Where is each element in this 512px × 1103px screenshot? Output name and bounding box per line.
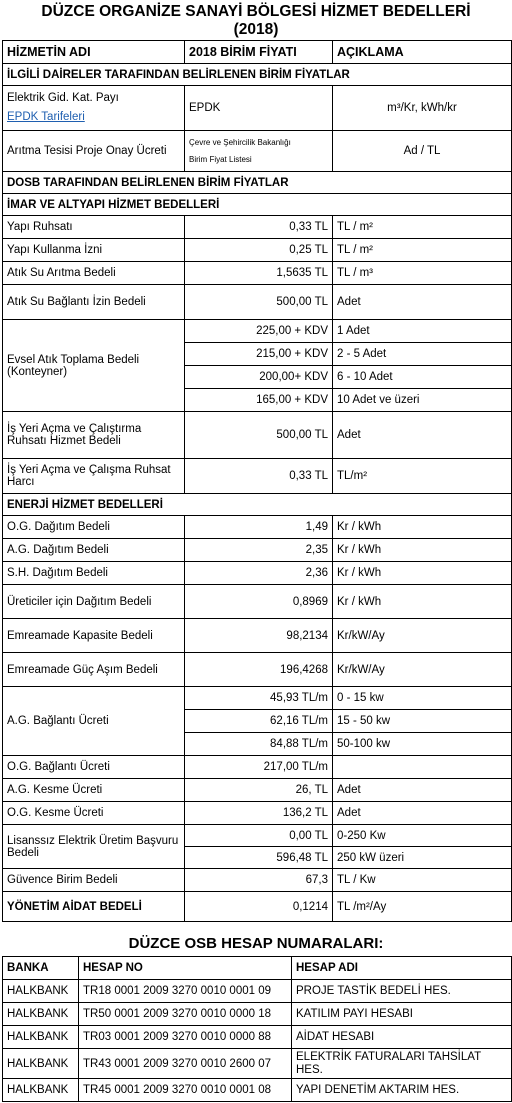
- section-imar: İMAR VE ALTYAPI HİZMET BEDELLERİ: [3, 194, 512, 216]
- row-name: O.G. Bağlantı Ücreti: [3, 756, 185, 779]
- row-desc: 250 kW üzeri: [333, 847, 512, 869]
- table-row: [3, 412, 512, 459]
- section-row: [3, 64, 512, 86]
- row-desc: Kr / kWh: [333, 539, 512, 562]
- row-bank: HALKBANK: [3, 1049, 79, 1079]
- row-price: 0,25 TL: [185, 239, 333, 262]
- header-name: HİZMETİN ADI: [3, 41, 185, 64]
- row-price: 1,5635 TL: [185, 262, 333, 285]
- row-name: İş Yeri Açma ve Çalışma Ruhsat Harcı: [3, 459, 185, 494]
- header-account-no: HESAP NO: [79, 957, 292, 980]
- row-price: 1,49: [185, 516, 333, 539]
- section-row: [3, 172, 512, 194]
- table-row: [3, 653, 512, 687]
- row-name: Elektrik Gid. Kat. Payı: [7, 92, 119, 104]
- section-dosb: DOSB TARAFINDAN BELİRLENEN BİRİM FİYATLAR: [3, 172, 512, 194]
- row-account-no: TR18 0001 2009 3270 0010 0001 09: [79, 980, 292, 1003]
- table-row: [3, 459, 512, 494]
- title-line-1: DÜZCE ORGANİZE SANAYİ BÖLGESİ HİZMET BEDELLERİ: [41, 3, 471, 20]
- row-desc: 1 Adet: [333, 320, 512, 343]
- row-desc: 50-100 kw: [333, 733, 512, 756]
- row-name: Lisanssız Elektrik Üretim Başvuru Bedeli: [3, 825, 185, 869]
- row-desc: TL / m²: [333, 239, 512, 262]
- title-line-2: (2018): [233, 21, 279, 38]
- row-price: 215,00 + KDV: [185, 343, 333, 366]
- row-price: 200,00+ KDV: [185, 366, 333, 389]
- row-price: 0,00 TL: [185, 825, 333, 847]
- table-row: [3, 320, 512, 343]
- header-bank: BANKA: [3, 957, 79, 980]
- table-row: [3, 539, 512, 562]
- row-name: Emreamade Güç Aşım Bedeli: [3, 653, 185, 687]
- row-price: 26, TL: [185, 779, 333, 802]
- row-account-name: KATILIM PAYI HESABI: [292, 1003, 512, 1026]
- accounts-header: [3, 957, 512, 980]
- row-price: 196,4268: [185, 653, 333, 687]
- table-row: [3, 1003, 512, 1026]
- row-price: 2,35: [185, 539, 333, 562]
- row-name: İş Yeri Açma ve Çalıştırma Ruhsatı Hizmet Bedeli: [3, 412, 185, 459]
- row-price: 165,00 + KDV: [185, 389, 333, 412]
- row-desc: 2 - 5 Adet: [333, 343, 512, 366]
- row-desc: Adet: [333, 412, 512, 459]
- page-title: [0, 0, 512, 40]
- table-row: [3, 825, 512, 847]
- row-name: S.H. Dağıtım Bedeli: [3, 562, 185, 585]
- row-desc: TL /m²/Ay: [333, 892, 512, 922]
- row-desc: 0-250 Kw: [333, 825, 512, 847]
- row-desc: Adet: [333, 802, 512, 825]
- row-price: 217,00 TL/m: [185, 756, 333, 779]
- fee-table-header: [3, 41, 512, 64]
- row-price: 225,00 + KDV: [185, 320, 333, 343]
- row-desc: TL/m²: [333, 459, 512, 494]
- row-desc: Kr/kW/Ay: [333, 619, 512, 653]
- table-row: [3, 802, 512, 825]
- row-bank: HALKBANK: [3, 1079, 79, 1102]
- table-row: [3, 239, 512, 262]
- row-desc: Adet: [333, 779, 512, 802]
- row-name: A.G. Kesme Ücreti: [3, 779, 185, 802]
- row-account-name: ELEKTRİK FATURALARI TAHSİLAT HES.: [292, 1049, 512, 1079]
- row-name: Üreticiler için Dağıtım Bedeli: [3, 585, 185, 619]
- row-name: Yapı Kullanma İzni: [3, 239, 185, 262]
- header-price: 2018 BİRİM FİYATI: [185, 41, 333, 64]
- row-name: Atık Su Bağlantı İzin Bedeli: [3, 285, 185, 320]
- row-name: Atık Su Arıtma Bedeli: [3, 262, 185, 285]
- row-account-no: TR50 0001 2009 3270 0010 0000 18: [79, 1003, 292, 1026]
- row-name: A.G. Dağıtım Bedeli: [3, 539, 185, 562]
- row-account-no: TR43 0001 2009 3270 0010 2600 07: [79, 1049, 292, 1079]
- table-row: [3, 516, 512, 539]
- row-name: A.G. Bağlantı Ücreti: [3, 687, 185, 756]
- row-bank: HALKBANK: [3, 980, 79, 1003]
- table-row: [3, 562, 512, 585]
- row-price: 596,48 TL: [185, 847, 333, 869]
- row-price-line-2: Birim Fiyat Listesi: [189, 155, 252, 164]
- table-row: [3, 779, 512, 802]
- header-desc: AÇIKLAMA: [333, 41, 512, 64]
- table-row: [3, 285, 512, 320]
- row-desc: 6 - 10 Adet: [333, 366, 512, 389]
- row-price: 500,00 TL: [185, 285, 333, 320]
- row-desc: 0 - 15 kw: [333, 687, 512, 710]
- row-name: Yapı Ruhsatı: [3, 216, 185, 239]
- table-row: [3, 585, 512, 619]
- row-name: YÖNETİM AİDAT BEDELİ: [3, 892, 185, 922]
- header-account-name: HESAP ADI: [292, 957, 512, 980]
- row-name: Evsel Atık Toplama Bedeli (Konteyner): [3, 320, 185, 412]
- section-enerji: ENERJİ HİZMET BEDELLERİ: [3, 494, 512, 516]
- row-price: 0,33 TL: [185, 216, 333, 239]
- accounts-table: [2, 956, 512, 1102]
- accounts-title: DÜZCE OSB HESAP NUMARALARI:: [128, 935, 384, 952]
- epdk-tariff-link[interactable]: EPDK Tarifeleri: [7, 111, 85, 123]
- row-name: Güvence Birim Bedeli: [3, 869, 185, 892]
- row-desc: TL / m²: [333, 216, 512, 239]
- row-name: Arıtma Tesisi Proje Onay Ücreti: [3, 131, 185, 172]
- row-price: 67,3: [185, 869, 333, 892]
- row-desc: Adet: [333, 285, 512, 320]
- table-row: [3, 619, 512, 653]
- row-price: 84,88 TL/m: [185, 733, 333, 756]
- row-desc: TL / Kw: [333, 869, 512, 892]
- row-desc: Kr/kW/Ay: [333, 653, 512, 687]
- row-bank: HALKBANK: [3, 1026, 79, 1049]
- row-desc: [333, 756, 512, 779]
- table-row: [3, 131, 512, 172]
- table-row: [3, 892, 512, 922]
- section-row: [3, 194, 512, 216]
- row-desc: 15 - 50 kw: [333, 710, 512, 733]
- row-bank: HALKBANK: [3, 1003, 79, 1026]
- row-desc: m³/Kr, kWh/kr: [333, 86, 512, 131]
- table-row: [3, 1079, 512, 1102]
- row-account-no: TR45 0001 2009 3270 0010 0001 08: [79, 1079, 292, 1102]
- row-price: 136,2 TL: [185, 802, 333, 825]
- table-row: [3, 86, 512, 131]
- table-row: [3, 216, 512, 239]
- row-price: 2,36: [185, 562, 333, 585]
- row-desc: Ad / TL: [333, 131, 512, 172]
- fee-table: [2, 40, 512, 922]
- row-desc: 10 Adet ve üzeri: [333, 389, 512, 412]
- row-price: EPDK: [185, 86, 333, 131]
- table-row: [3, 756, 512, 779]
- table-row: [3, 1026, 512, 1049]
- row-desc: Kr / kWh: [333, 562, 512, 585]
- row-account-name: PROJE TASTİK BEDELİ HES.: [292, 980, 512, 1003]
- table-row: [3, 869, 512, 892]
- table-row: [3, 262, 512, 285]
- table-row: [3, 1049, 512, 1079]
- row-price: 0,8969: [185, 585, 333, 619]
- row-name: O.G. Dağıtım Bedeli: [3, 516, 185, 539]
- row-desc: Kr / kWh: [333, 585, 512, 619]
- row-price: 98,2134: [185, 619, 333, 653]
- row-price: 0,1214: [185, 892, 333, 922]
- row-account-name: AİDAT HESABI: [292, 1026, 512, 1049]
- row-name: Emreamade Kapasite Bedeli: [3, 619, 185, 653]
- row-price: 500,00 TL: [185, 412, 333, 459]
- row-account-name: YAPI DENETİM AKTARIM HES.: [292, 1079, 512, 1102]
- section-row: [3, 494, 512, 516]
- section-ilgili: İLGİLİ DAİRELER TARAFINDAN BELİRLENEN BİRİM FİYATLAR: [3, 64, 512, 86]
- row-price-line-1: Çevre ve Şehircilik Bakanlığı: [189, 138, 291, 147]
- row-desc: TL / m³: [333, 262, 512, 285]
- table-row: [3, 687, 512, 710]
- row-account-no: TR03 0001 2009 3270 0010 0000 88: [79, 1026, 292, 1049]
- row-price: 0,33 TL: [185, 459, 333, 494]
- row-name: O.G. Kesme Ücreti: [3, 802, 185, 825]
- row-desc: Kr / kWh: [333, 516, 512, 539]
- row-price: 45,93 TL/m: [185, 687, 333, 710]
- row-price: 62,16 TL/m: [185, 710, 333, 733]
- table-row: [3, 980, 512, 1003]
